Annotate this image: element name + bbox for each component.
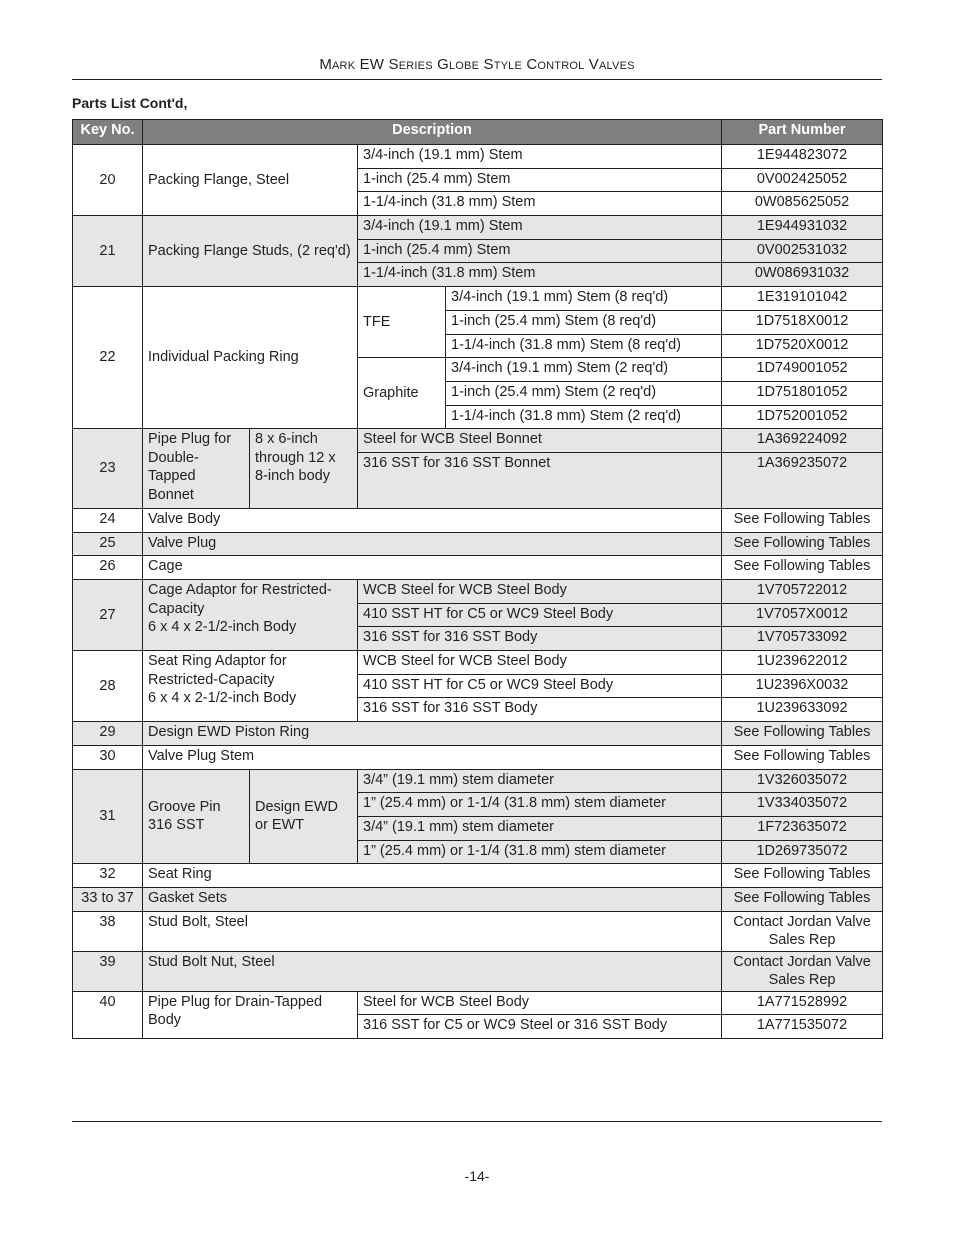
spec-cell: 3/4-inch (19.1 mm) Stem	[358, 145, 722, 169]
description-cell: Groove Pin 316 SST	[143, 769, 250, 864]
page-number: -14-	[464, 1168, 490, 1184]
key-cell: 24	[73, 508, 143, 532]
part-number-cell: See Following Tables	[722, 532, 883, 556]
table-row	[73, 429, 883, 453]
spec-cell: 3/4” (19.1 mm) stem diameter	[358, 816, 722, 840]
part-number-cell: 1E319101042	[722, 287, 883, 311]
description-cell: Valve Body	[143, 508, 722, 532]
table-row	[73, 887, 883, 911]
document-header: Mark EW Series Globe Style Control Valves	[319, 56, 635, 73]
spec-cell: 3/4” (19.1 mm) stem diameter	[358, 769, 722, 793]
table-row	[73, 769, 883, 793]
key-cell: 25	[73, 532, 143, 556]
part-number-cell: 1E944931032	[722, 216, 883, 240]
spec-cell: 1-inch (25.4 mm) Stem	[358, 168, 722, 192]
part-number-cell: See Following Tables	[722, 508, 883, 532]
part-number-cell: See Following Tables	[722, 864, 883, 888]
spec-cell: 1” (25.4 mm) or 1-1/4 (31.8 mm) stem diameter	[358, 793, 722, 817]
part-number-cell: 1A771535072	[722, 1015, 883, 1039]
key-cell: 23	[73, 429, 143, 509]
description-cell: Stud Bolt, Steel	[143, 911, 722, 951]
spec-cell: 1-inch (25.4 mm) Stem (2 req'd)	[446, 381, 722, 405]
part-number-cell: 1V705722012	[722, 580, 883, 604]
part-number-cell: 1U239622012	[722, 651, 883, 675]
table-row	[73, 911, 883, 951]
description-cell: Packing Flange, Steel	[143, 145, 358, 216]
table-row	[73, 145, 883, 169]
key-cell: 27	[73, 580, 143, 651]
part-number-cell: See Following Tables	[722, 722, 883, 746]
table-row	[73, 556, 883, 580]
header-key: Key No.	[73, 120, 143, 145]
description-cell: Seat Ring	[143, 864, 722, 888]
table-row	[73, 651, 883, 675]
part-number-cell: 1V705733092	[722, 627, 883, 651]
size-cell: 8 x 6-inch through 12 x 8-inch body	[250, 429, 358, 509]
key-cell: 31	[73, 769, 143, 864]
spec-cell: 1-1/4-inch (31.8 mm) Stem (8 req'd)	[446, 334, 722, 358]
part-number-cell: 1V326035072	[722, 769, 883, 793]
description-cell: Packing Flange Studs, (2 req'd)	[143, 216, 358, 287]
spec-cell: 1-1/4-inch (31.8 mm) Stem	[358, 192, 722, 216]
spec-cell: 1-1/4-inch (31.8 mm) Stem	[358, 263, 722, 287]
table-row	[73, 951, 883, 991]
part-number-cell: 1A771528992	[722, 991, 883, 1015]
header-part-number: Part Number	[722, 120, 883, 145]
part-number-cell: See Following Tables	[722, 556, 883, 580]
description-cell: Individual Packing Ring	[143, 287, 358, 429]
key-cell: 28	[73, 651, 143, 722]
spec-cell: 316 SST for C5 or WC9 Steel or 316 SST Body	[358, 1015, 722, 1039]
spec-cell: Steel for WCB Steel Body	[358, 991, 722, 1015]
header-description: Description	[143, 120, 722, 145]
table-row	[73, 722, 883, 746]
key-cell: 38	[73, 911, 143, 951]
part-number-cell: See Following Tables	[722, 887, 883, 911]
part-number-cell: 1A369235072	[722, 452, 883, 508]
description-line: Cage Adaptor for Restricted-Capacity	[148, 582, 332, 617]
spec-cell: 410 SST HT for C5 or WC9 Steel Body	[358, 603, 722, 627]
spec-cell: 1” (25.4 mm) or 1-1/4 (31.8 mm) stem diameter	[358, 840, 722, 864]
spec-cell: 1-1/4-inch (31.8 mm) Stem (2 req'd)	[446, 405, 722, 429]
description-line: 6 x 4 x 2-1/2-inch Body	[148, 690, 297, 707]
spec-cell: 1-inch (25.4 mm) Stem	[358, 239, 722, 263]
material-cell: TFE	[358, 287, 446, 358]
key-cell: 26	[73, 556, 143, 580]
description-cell: Valve Plug	[143, 532, 722, 556]
description-line: 6 x 4 x 2-1/2-inch Body	[148, 619, 297, 635]
spec-cell: 3/4-inch (19.1 mm) Stem	[358, 216, 722, 240]
spec-cell: 316 SST for 316 SST Body	[358, 627, 722, 651]
key-cell: 20	[73, 145, 143, 216]
part-number-cell: 1F723635072	[722, 816, 883, 840]
spec-cell: Steel for WCB Steel Bonnet	[358, 429, 722, 453]
part-number-cell: Contact Jordan Valve Sales Rep	[722, 951, 883, 991]
description-cell: Gasket Sets	[143, 887, 722, 911]
description-cell: Pipe Plug for Double-Tapped Bonnet	[143, 429, 250, 509]
key-cell: 40	[73, 991, 143, 1038]
part-number-cell: 0W085625052	[722, 192, 883, 216]
table-row	[73, 991, 883, 1015]
description-cell: Cage	[143, 556, 722, 580]
part-number-cell: 0W086931032	[722, 263, 883, 287]
part-number-cell: 0V002425052	[722, 168, 883, 192]
part-number-cell: See Following Tables	[722, 745, 883, 769]
key-cell: 33 to 37	[73, 887, 143, 911]
table-header-row	[73, 120, 883, 145]
spec-cell: WCB Steel for WCB Steel Body	[358, 651, 722, 675]
table-row	[73, 508, 883, 532]
header-rule	[72, 79, 882, 80]
material-cell: Graphite	[358, 358, 446, 429]
part-number-cell: 1D269735072	[722, 840, 883, 864]
spec-cell: 3/4-inch (19.1 mm) Stem (8 req'd)	[446, 287, 722, 311]
part-number-cell: 1D749001052	[722, 358, 883, 382]
table-row	[73, 864, 883, 888]
part-number-cell: 1D7520X0012	[722, 334, 883, 358]
spec-cell: 316 SST for 316 SST Bonnet	[358, 452, 722, 508]
table-row	[73, 216, 883, 240]
key-cell: 30	[73, 745, 143, 769]
key-cell: 39	[73, 951, 143, 991]
part-number-cell: 1D751801052	[722, 381, 883, 405]
design-cell: Design EWD or EWT	[250, 769, 358, 864]
table-row	[73, 287, 883, 311]
footer-rule	[72, 1121, 882, 1122]
part-number-cell: 1D752001052	[722, 405, 883, 429]
spec-cell: 316 SST for 316 SST Body	[358, 698, 722, 722]
description-cell: Valve Plug Stem	[143, 745, 722, 769]
parts-list-table	[72, 119, 883, 1039]
part-number-cell: 1A369224092	[722, 429, 883, 453]
part-number-cell: 1V7057X0012	[722, 603, 883, 627]
description-cell	[143, 580, 358, 651]
spec-cell: 1-inch (25.4 mm) Stem (8 req'd)	[446, 310, 722, 334]
description-line: Seat Ring Adaptor for Restricted-Capacity	[148, 653, 287, 688]
part-number-cell: 1E944823072	[722, 145, 883, 169]
table-row	[73, 580, 883, 604]
description-cell: Stud Bolt Nut, Steel	[143, 951, 722, 991]
table-row	[73, 532, 883, 556]
description-cell: Pipe Plug for Drain-Tapped Body	[143, 991, 358, 1038]
table-row	[73, 745, 883, 769]
part-number-cell: Contact Jordan Valve Sales Rep	[722, 911, 883, 951]
key-cell: 32	[73, 864, 143, 888]
spec-cell: WCB Steel for WCB Steel Body	[358, 580, 722, 604]
part-number-cell: 0V002531032	[722, 239, 883, 263]
key-cell: 29	[73, 722, 143, 746]
part-number-cell: 1D7518X0012	[722, 310, 883, 334]
description-cell	[143, 651, 358, 722]
section-title: Parts List Cont'd,	[72, 95, 188, 111]
spec-cell: 410 SST HT for C5 or WC9 Steel Body	[358, 674, 722, 698]
key-cell: 21	[73, 216, 143, 287]
part-number-cell: 1U239633092	[722, 698, 883, 722]
part-number-cell: 1V334035072	[722, 793, 883, 817]
part-number-cell: 1U2396X0032	[722, 674, 883, 698]
key-cell: 22	[73, 287, 143, 429]
description-cell: Design EWD Piston Ring	[143, 722, 722, 746]
spec-cell: 3/4-inch (19.1 mm) Stem (2 req'd)	[446, 358, 722, 382]
